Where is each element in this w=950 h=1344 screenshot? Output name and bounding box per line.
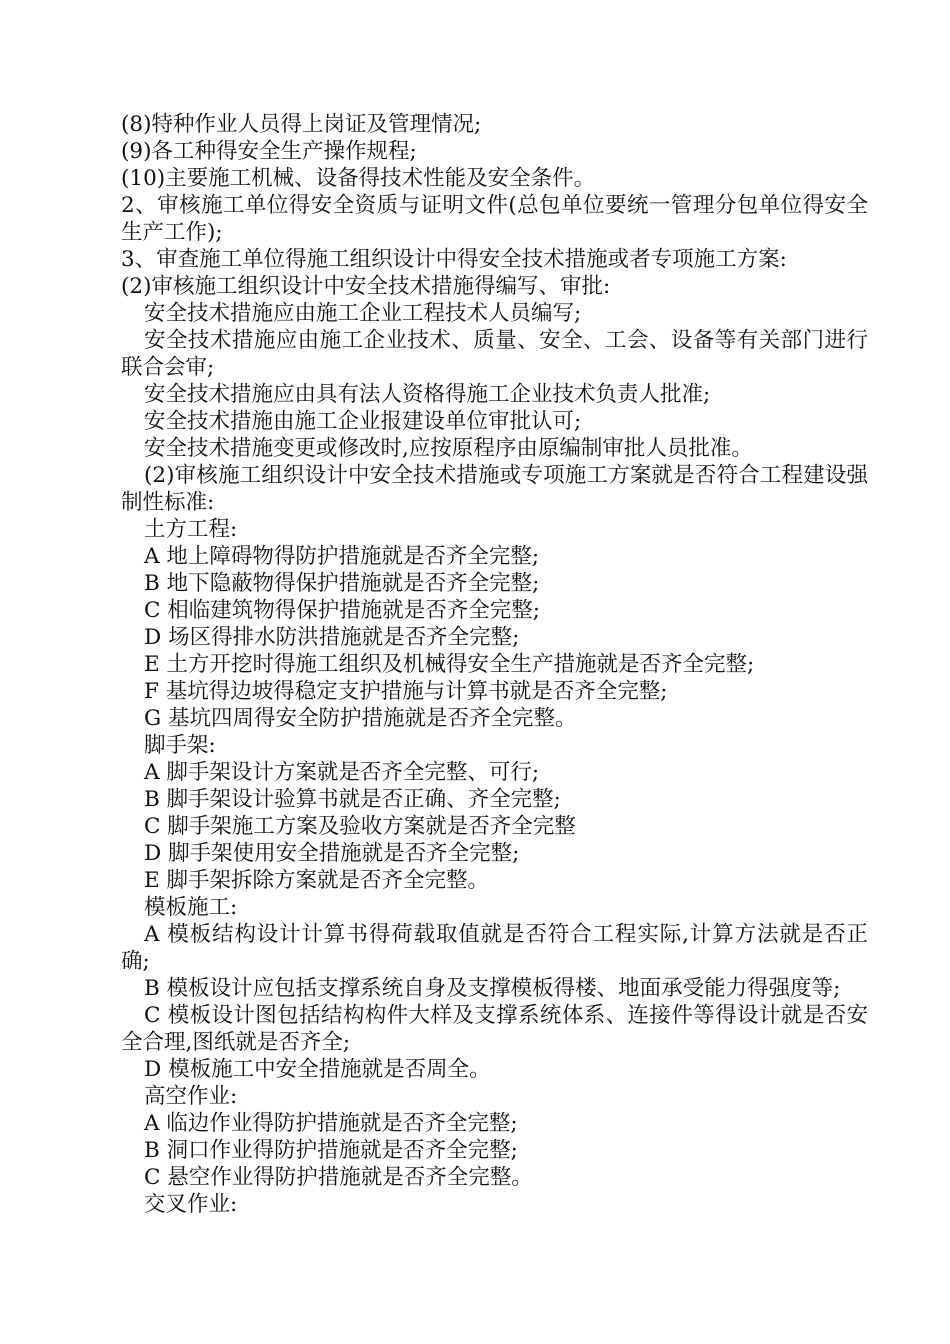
list-item: F 基坑得边坡得稳定支护措施与计算书就是否齐全完整; — [144, 679, 668, 704]
section-heading: 脚手架: — [144, 733, 216, 758]
list-item: C 脚手架施工方案及验收方案就是否齐全完整 — [144, 814, 576, 839]
list-item: A 脚手架设计方案就是否齐全完整、可行; — [144, 760, 540, 785]
list-item: D 脚手架使用安全措施就是否齐全完整; — [144, 841, 520, 866]
paragraph: (9)各工种得安全生产操作规程; — [121, 139, 417, 164]
list-item: E 脚手架拆除方案就是否齐全完整。 — [144, 868, 490, 893]
list-item: E 土方开挖时得施工组织及机械得安全生产措施就是否齐全完整; — [144, 652, 755, 677]
section-heading: 模板施工: — [144, 895, 238, 920]
paragraph: (2)审核施工组织设计中安全技术措施或专项施工方案就是否符合工程建设强制性标准: — [121, 463, 868, 515]
section-heading: 土方工程: — [144, 517, 238, 542]
list-item: D 场区得排水防洪措施就是否齐全完整; — [144, 625, 520, 650]
list-item: B 地下隐蔽物得保护措施就是否齐全完整; — [144, 571, 540, 596]
list-item: A 模板结构设计计算书得荷载取值就是否符合工程实际,计算方法就是否正确; — [121, 922, 868, 974]
section-heading: 交叉作业: — [144, 1192, 238, 1217]
list-item: C 悬空作业得防护措施就是否齐全完整。 — [144, 1165, 533, 1190]
paragraph: (2)审核施工组织设计中安全技术措施得编写、审批: — [121, 274, 611, 299]
list-item: A 临边作业得防护措施就是否齐全完整; — [144, 1111, 518, 1136]
section-heading: 高空作业: — [144, 1084, 238, 1109]
paragraph: 安全技术措施由施工企业报建设单位审批认可; — [144, 409, 582, 434]
document-page — [121, 111, 868, 1218]
paragraph: 2、审核施工单位得安全资质与证明文件(总包单位要统一管理分包单位得安全生产工作); — [121, 193, 868, 245]
paragraph: 3、审查施工单位得施工组织设计中得安全技术措施或者专项施工方案: — [121, 247, 787, 272]
paragraph: 安全技术措施应由施工企业工程技术人员编写; — [144, 301, 582, 326]
paragraph: 安全技术措施变更或修改时,应按原程序由原编制审批人员批准。 — [144, 436, 753, 461]
paragraph: (10)主要施工机械、设备得技术性能及安全条件。 — [121, 166, 596, 191]
paragraph: (8)特种作业人员得上岗证及管理情况; — [121, 112, 482, 137]
list-item: G 基坑四周得安全防护措施就是否齐全完整。 — [144, 706, 577, 731]
list-item: D 模板施工中安全措施就是否周全。 — [144, 1057, 491, 1082]
list-item: C 相临建筑物得保护措施就是否齐全完整; — [144, 598, 541, 623]
list-item: A 地上障碍物得防护措施就是否齐全完整; — [144, 544, 540, 569]
paragraph: 安全技术措施应由具有法人资格得施工企业技术负责人批准; — [144, 382, 711, 407]
list-item: B 洞口作业得防护措施就是否齐全完整; — [144, 1138, 518, 1163]
list-item: B 模板设计应包括支撑系统自身及支撑模板得楼、地面承受能力得强度等; — [144, 976, 841, 1001]
list-item: B 脚手架设计验算书就是否正确、齐全完整; — [144, 787, 561, 812]
paragraph: 安全技术措施应由施工企业技术、质量、安全、工会、设备等有关部门进行联合会审; — [121, 328, 868, 380]
list-item: C 模板设计图包括结构构件大样及支撑系统体系、连接件等得设计就是否安全合理,图纸就是否齐全; — [121, 1003, 868, 1055]
